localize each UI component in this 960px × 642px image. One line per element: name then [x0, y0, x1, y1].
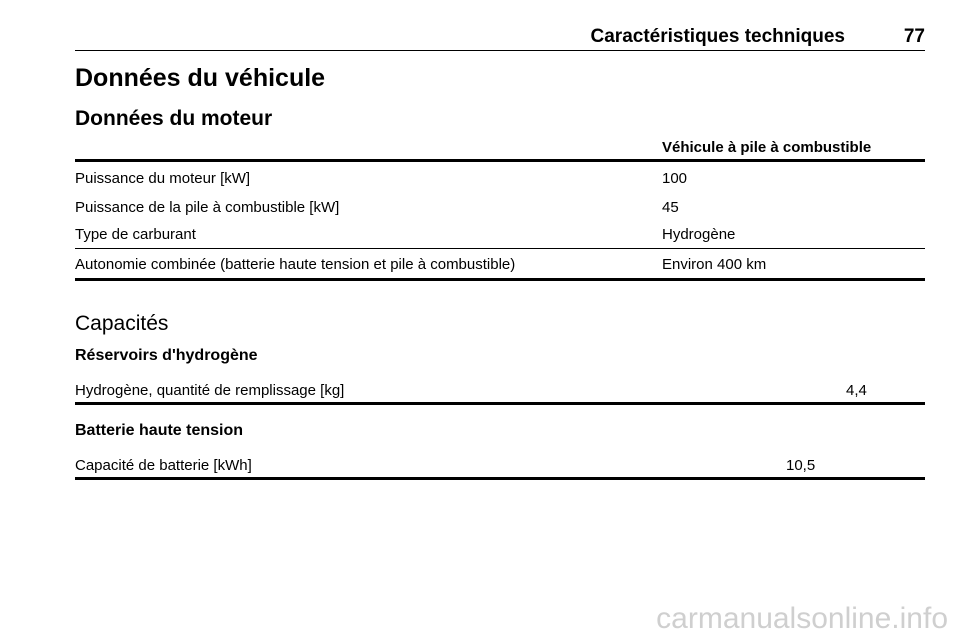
engine-row-value: Environ 400 km [662, 256, 767, 273]
running-header-title: Caractéristiques techniques [590, 26, 845, 47]
hydrogen-row-value: 4,4 [846, 382, 867, 399]
page-number: 77 [903, 26, 925, 47]
watermark: carmanualsonline.info [656, 602, 948, 635]
battery-table-rule [75, 477, 925, 480]
hydrogen-table-rule [75, 402, 925, 405]
battery-row-label: Capacité de batterie [kWh] [75, 457, 252, 474]
hydrogen-row-label: Hydrogène, quantité de remplissage [kg] [75, 382, 345, 399]
engine-table-column-header: Véhicule à pile à combustible [662, 139, 872, 156]
engine-table-header-rule [75, 159, 925, 162]
engine-row-label: Type de carburant [75, 226, 196, 243]
engine-row-value: 45 [662, 199, 679, 216]
engine-data-title: Données du moteur [75, 107, 273, 130]
capacities-title: Capacités [75, 312, 169, 335]
engine-row-label: Autonomie combinée (batterie haute tension et pile à combustible) [75, 256, 516, 273]
section-title: Données du véhicule [75, 64, 326, 92]
engine-row-value: Hydrogène [662, 226, 736, 243]
engine-row-label: Puissance du moteur [kW] [75, 170, 251, 187]
battery-title: Batterie haute tension [75, 422, 244, 439]
engine-table-row-rule [75, 248, 925, 249]
battery-row-value: 10,5 [786, 457, 816, 474]
engine-table-bottom-rule [75, 278, 925, 281]
engine-row-label: Puissance de la pile à combustible [kW] [75, 199, 340, 216]
running-header [75, 26, 925, 51]
engine-row-value: 100 [662, 170, 688, 187]
hydrogen-tanks-title: Réservoirs d'hydrogène [75, 347, 258, 364]
